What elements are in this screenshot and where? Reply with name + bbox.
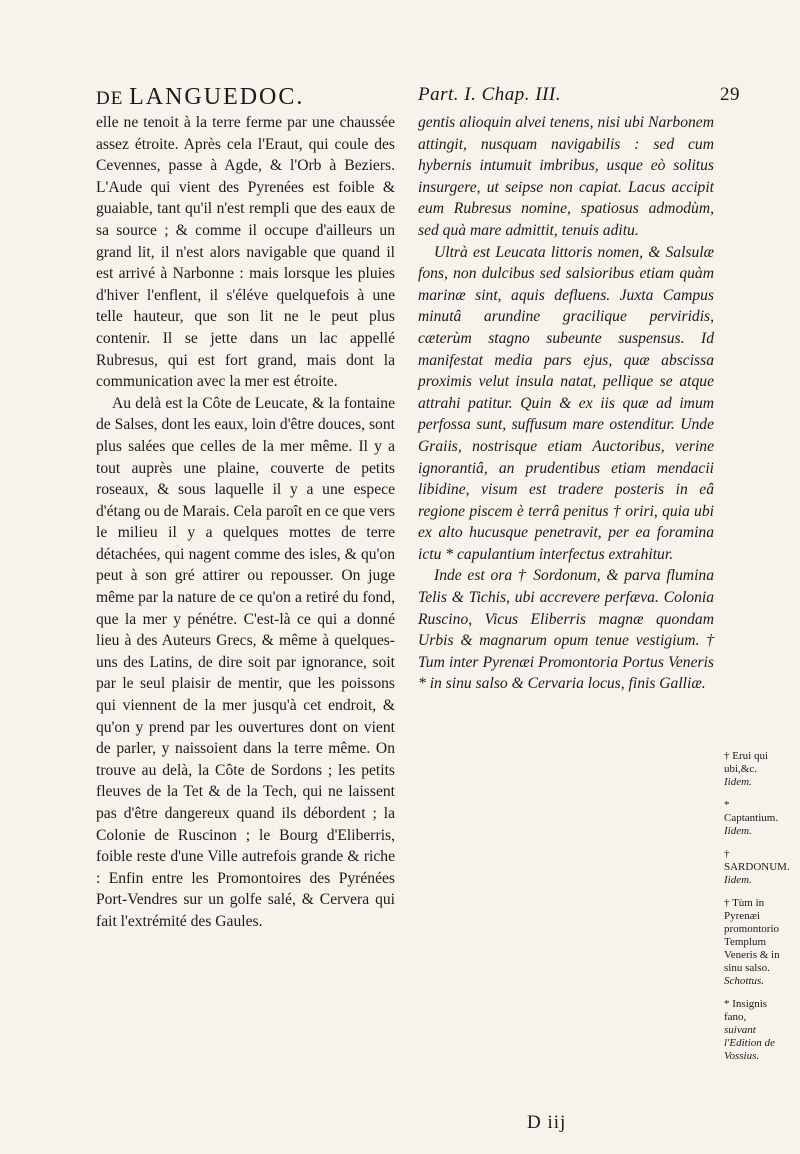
running-head-title: LANGUEDOC. bbox=[129, 84, 305, 110]
note-source: Iidem. bbox=[724, 825, 752, 837]
note-source: Iidem. bbox=[724, 776, 752, 788]
running-head-section: Part. I. Chap. III. bbox=[418, 84, 562, 105]
french-paragraph: elle ne tenoit à la terre ferme par une chaussée assez étroite. Après cela l'Eraut, qui coule des Cevennes, passe à Agde, & l'Orb à Beziers. L'Aude qui vient des Pyrenées est foible & guaiable, tant qu'il n'est rempli que des eaux de sa source ; & comme il occupe d'ailleurs un grand lit, il n'est alors navigable que quand il est arrivé à Narbonne : mais lorsque les pluies d'hiver l'enflent, il s'éléve quelquefois à une telle hauteur, que son lit ne le peut plus contenir. Il se jette dans un lac appellé Rubresus, qui est fort grand, mais dont la communication avec la mer est étroite. bbox=[96, 114, 395, 391]
margin-notes bbox=[724, 750, 790, 1073]
note-mark: † bbox=[724, 750, 730, 762]
running-head-left bbox=[96, 84, 304, 111]
margin-note bbox=[724, 848, 790, 887]
french-paragraph: Au delà est la Côte de Leucate, & la fontaine de Salses, dont les eaux, loin d'être douces, sont plus salées que celles de la mer même. Il y a tout auprès une plaine, couverte de petits roseaux, & sous laquelle il y a une espece d'étang ou de Marais. Cela paroît en ce que vers le milieu il y a quelques mottes de terre détachées, qui nagent comme des isles, & qu'on peut à son gré attirer ou repousser. On juge même par la nature de ce qu'on a retiré du fond, que la mer y pénétre. C'est-là ce qui a donné lieu à des Auteurs Grecs, & même à quelques-uns des Latins, de dire soit par ignorance, soit par le seul plaisir de mentir, que les poissons qui viennent de la mer jusqu'à cet endroit, & qu'on y prend par les ouvertures dont on vient de parler, y naissoient dans la terre même. On trouve au delà, la Côte de Sordons ; les petits fleuves de la Tet & de la Tech, qui ne laissent pas d'être dangereux quand ils débordent ; la Colonie de Ruscinon ; le Bourg d'Eliberris, foible reste d'une Ville autrefois grande & riche : Enfin entre les Promontoires des Pyrénées Port-Vendres sur un golfe salé, & Cervera qui fait l'extrémité des Gaules. bbox=[96, 394, 395, 930]
note-mark: * bbox=[724, 799, 730, 811]
note-source: Iidem. bbox=[724, 874, 752, 886]
latin-paragraph: Ultrà est Leucata littoris nomen, & Salsulæ fons, non dulcibus sed salsioribus etiam quàm marinæ sint, aquis defluens. Juxta Campus minutâ arundine gracilique perviridis, cæterùm stagno subeunte suspensus. Id manifestat media pars ejus, quæ abscissa proximis velut insula natat, pellique se atque attrahi patitur. Quin & ex iis quæ ad imum perfossa sunt, suffusum mare ostenditur. Unde Graiis, nostrisque etiam Auctoribus, verine ignorantiâ, an prudentibus etiam mendacii libidine, visum est tradere posteris in eâ regione piscem è terrâ penitus † oriri, quia ubi ex alto hucusque penetravit, per ea foramina ictu * capulantium interfectus extrahitur. bbox=[418, 243, 714, 563]
note-source: Schottus. bbox=[724, 975, 765, 987]
french-text-column bbox=[96, 112, 395, 933]
note-text: Insignis fano, bbox=[724, 998, 768, 1023]
latin-paragraph: gentis alioquin alvei tenens, nisi ubi Narbonem attingit, nusquam navigabilis : sed cum hybernis intumuit imbribus, usque eò solitus insurgere, ut seipse non capiat. Lacus accipit eum Rubresus nomine, spatiosus admodùm, sed quà mare admittit, tenuis aditu. bbox=[418, 114, 714, 239]
note-text: Tùm in Pyrenæi promontorio Templum Veneris & in sinu salso. bbox=[724, 897, 780, 974]
signature-mark: D iij bbox=[527, 1112, 567, 1133]
note-text: Erui qui ubi,&c. bbox=[724, 750, 768, 775]
margin-note bbox=[724, 998, 786, 1063]
latin-text-column bbox=[418, 112, 714, 695]
running-head-prefix: DE bbox=[96, 88, 124, 109]
margin-note bbox=[724, 799, 786, 838]
running-head-right bbox=[418, 84, 740, 106]
latin-paragraph: Inde est ora † Sordonum, & parva flumina Telis & Tichis, ubi accrevere perfæva. Colonia Ruscino, Vicus Eliberris magnæ quondam Urbis & magnarum opum tenue vestigium. † Tum inter Pyrenæi Promontoria Portus Veneris * in sinu salso & Cervaria locus, finis Galliæ. bbox=[418, 567, 714, 693]
note-mark: † bbox=[724, 897, 730, 909]
note-text: SARDONUM. bbox=[724, 861, 790, 873]
margin-note bbox=[724, 750, 786, 789]
page-number: 29 bbox=[720, 84, 740, 105]
note-mark: * bbox=[724, 998, 730, 1010]
note-mark: † bbox=[724, 848, 730, 860]
note-source: suivant l'Edition de Vossius. bbox=[724, 1024, 775, 1062]
note-text: Captantium. bbox=[724, 812, 779, 824]
margin-note bbox=[724, 897, 786, 988]
